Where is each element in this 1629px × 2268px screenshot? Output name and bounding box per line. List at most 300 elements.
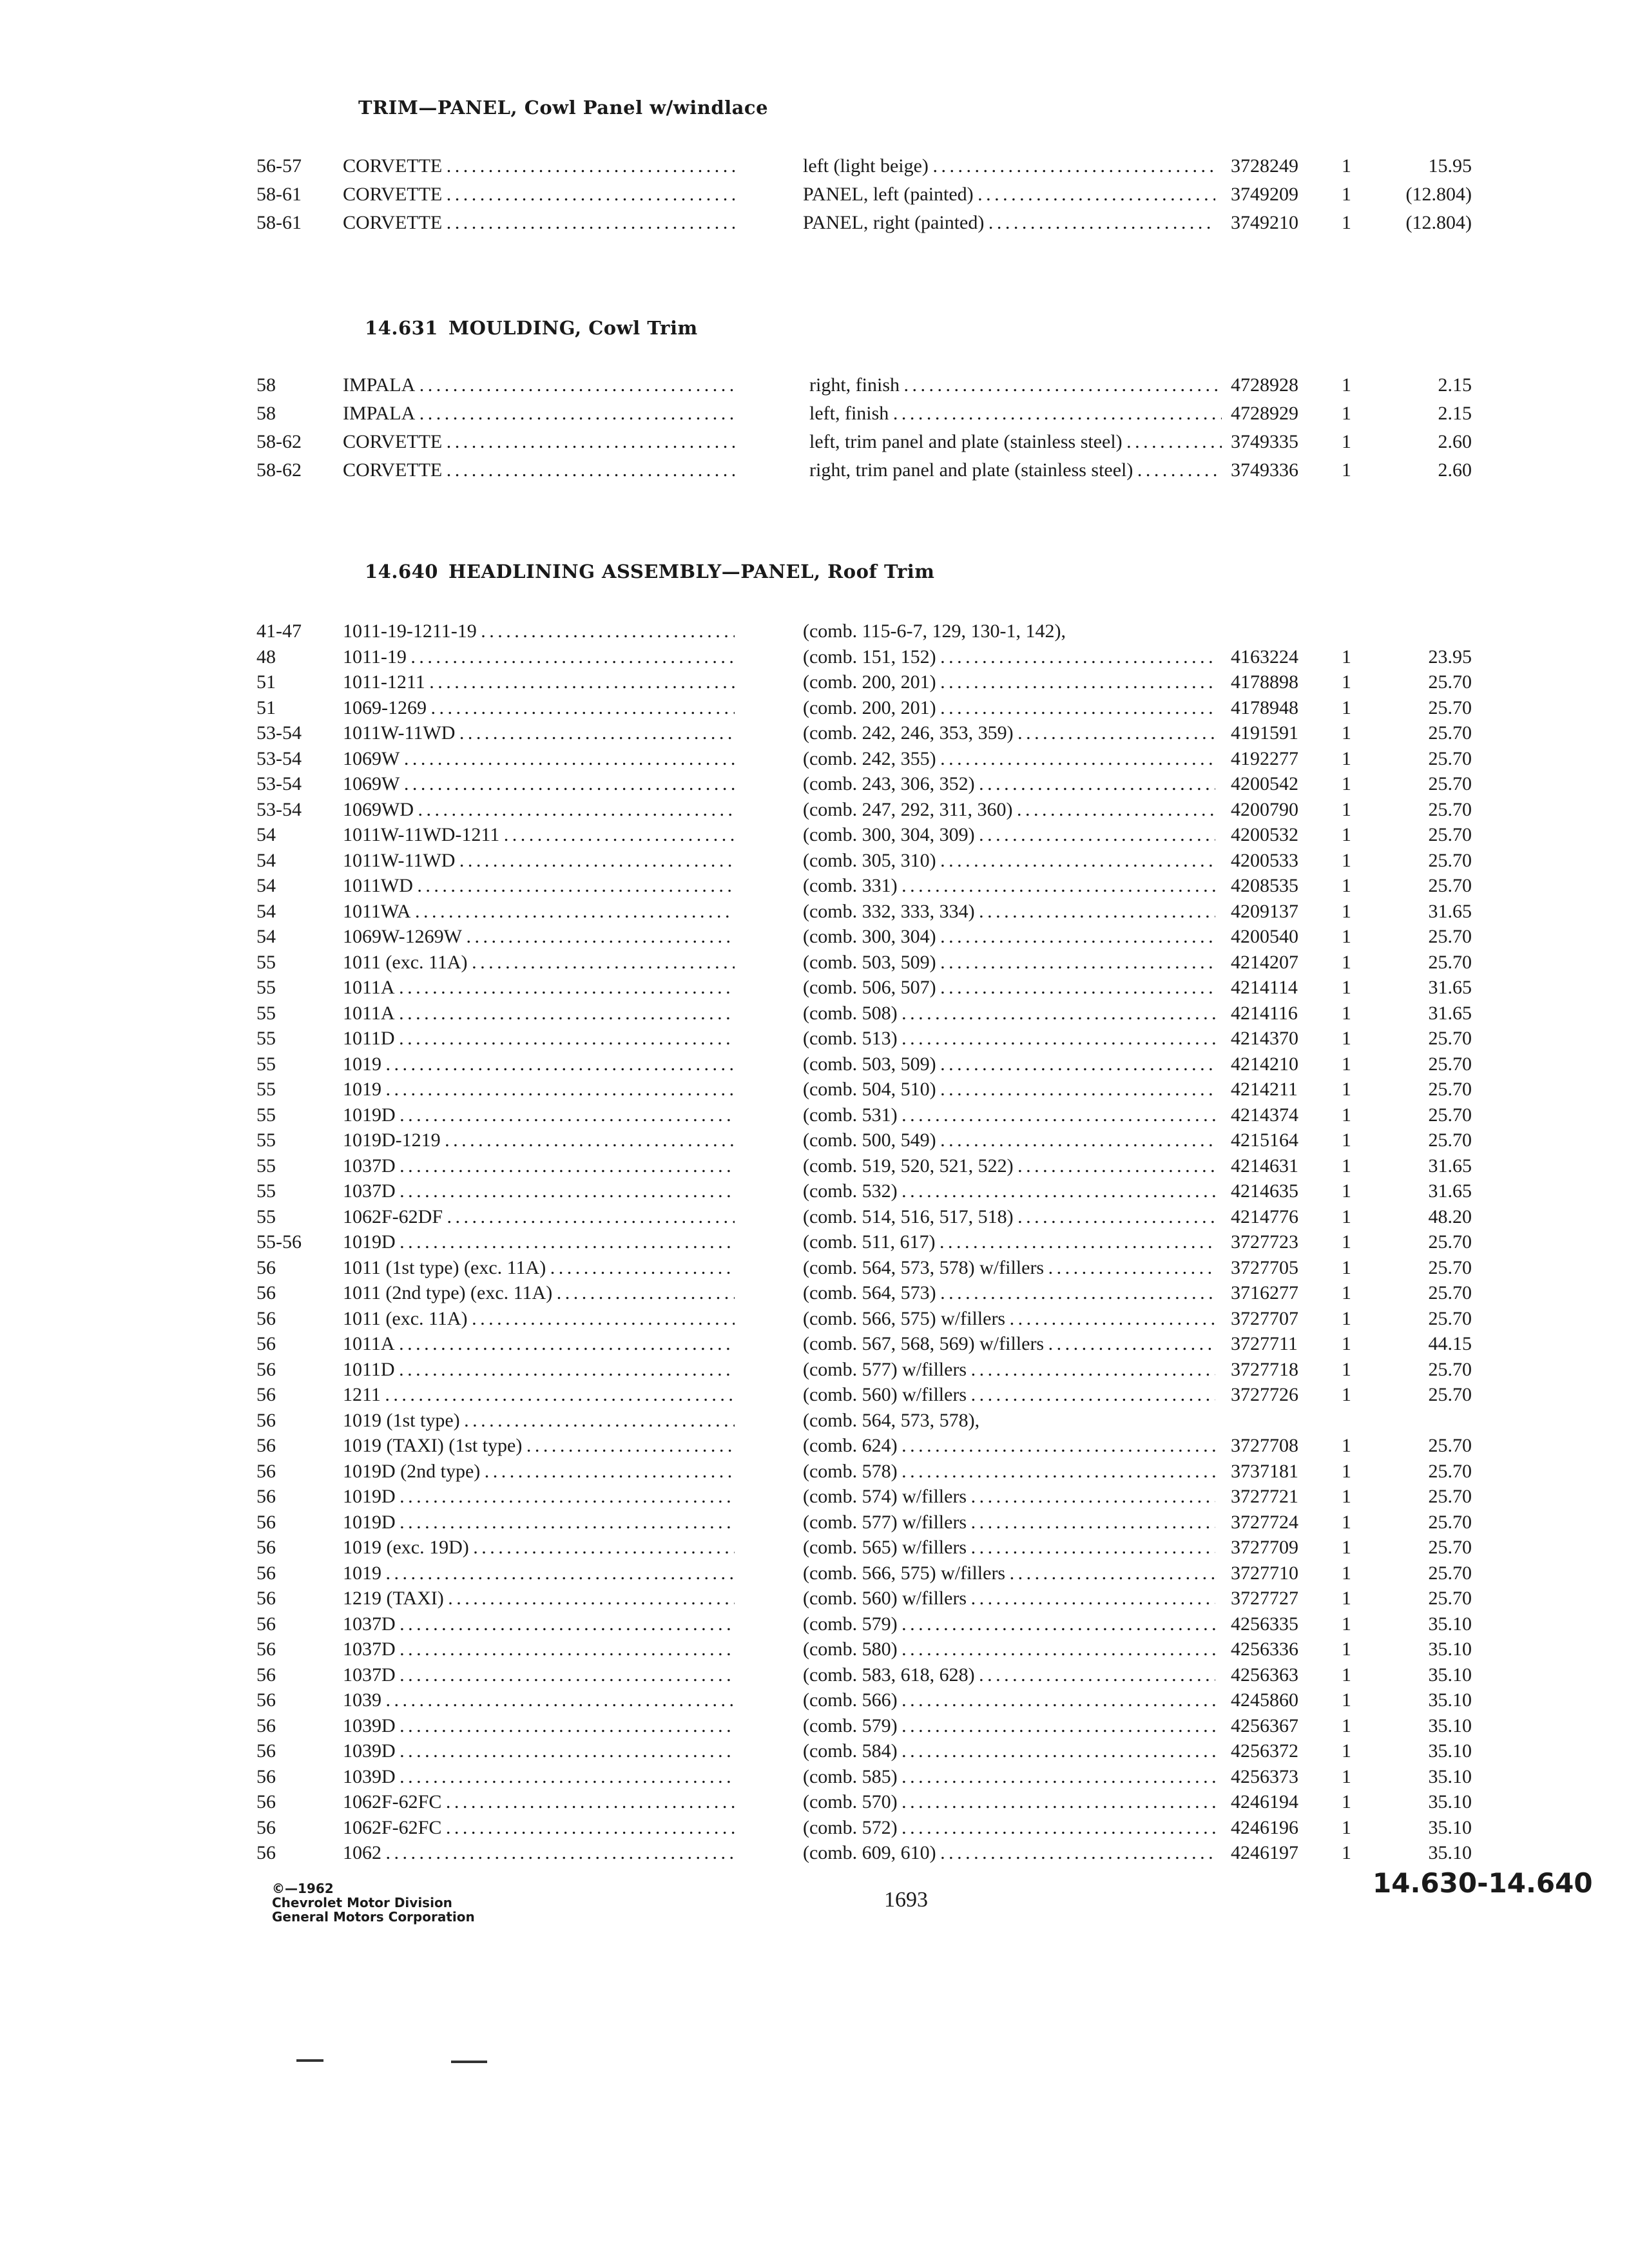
model-cell: 1211 . . .: [343, 1382, 735, 1408]
model-cell: CORVETTE . . .: [343, 429, 735, 455]
division-line: Chevrolet Motor Division: [272, 1895, 452, 1910]
quantity-cell: 1: [1342, 1358, 1351, 1380]
quantity-cell: 1: [1342, 403, 1351, 424]
price-cell: 25.70: [1428, 1231, 1472, 1253]
model-cell: 1011-1211 . . .: [343, 669, 735, 695]
model-cell: 1062 . . .: [343, 1840, 735, 1866]
price-cell: 25.70: [1428, 1256, 1472, 1278]
description-cell: (comb. 572) . . .: [803, 1815, 1215, 1841]
model-cell: 1039D . . .: [343, 1764, 735, 1790]
part-number-cell: 4214114: [1231, 977, 1298, 998]
description-cell: (comb. 566, 575) w/fillers . . .: [803, 1306, 1215, 1332]
table-row: [0, 1280, 1629, 1306]
quantity-cell: 1: [1342, 1028, 1351, 1049]
table-row: [0, 619, 1629, 644]
model-cell: 1011W-11WD . . .: [343, 848, 735, 874]
table-row: [0, 899, 1629, 925]
quantity-cell: 1: [1342, 747, 1351, 769]
year-cell: 56: [256, 1562, 276, 1584]
table-row: [0, 1357, 1629, 1383]
price-cell: 25.70: [1428, 1358, 1472, 1380]
description-cell: (comb. 577) w/fillers . . .: [803, 1357, 1215, 1383]
page-number: 1693: [884, 1888, 928, 1912]
table-row: [0, 1306, 1629, 1332]
quantity-cell: 1: [1342, 1511, 1351, 1533]
model-cell: 1069WD . . .: [343, 797, 735, 823]
price-cell: 25.70: [1428, 1460, 1472, 1482]
year-cell: 55: [256, 1079, 276, 1100]
model-cell: 1011 (2nd type) (exc. 11A) . . .: [343, 1280, 735, 1306]
part-number-cell: 4214207: [1231, 951, 1298, 973]
model-cell: 1062F-62DF . . .: [343, 1204, 735, 1230]
quantity-cell: 1: [1342, 1486, 1351, 1507]
part-number-cell: 4246196: [1231, 1816, 1298, 1838]
price-cell: 31.65: [1428, 1002, 1472, 1024]
model-cell: 1037D . . .: [343, 1611, 735, 1637]
model-cell: 1019 . . .: [343, 1077, 735, 1102]
table-row: [0, 1459, 1629, 1485]
quantity-cell: 1: [1342, 1079, 1351, 1100]
year-cell: 56: [256, 1409, 276, 1431]
model-cell: 1037D . . .: [343, 1662, 735, 1688]
description-cell: (comb. 504, 510) . . .: [803, 1077, 1215, 1102]
part-number-cell: 4163224: [1231, 646, 1298, 668]
model-cell: 1011WD . . .: [343, 873, 735, 899]
part-number-cell: 3727727: [1231, 1588, 1298, 1609]
part-number-cell: 3727709: [1231, 1537, 1298, 1558]
description-cell: (comb. 200, 201) . . .: [803, 695, 1215, 721]
table-row: [0, 1510, 1629, 1535]
part-number-cell: 4192277: [1231, 747, 1298, 769]
part-number-cell: 4178948: [1231, 697, 1298, 718]
price-cell: 25.70: [1428, 1588, 1472, 1609]
description-cell: (comb. 579) . . .: [803, 1713, 1215, 1739]
quantity-cell: 1: [1342, 697, 1351, 718]
section-title-moulding: [365, 317, 698, 339]
quantity-cell: 1: [1342, 1384, 1351, 1405]
part-number-cell: 4214116: [1231, 1002, 1298, 1024]
description-cell: (comb. 578) . . .: [803, 1459, 1215, 1485]
section-title-text: HEADLINING ASSEMBLY—PANEL, Roof Trim: [448, 561, 935, 582]
part-number-cell: 3716277: [1231, 1282, 1298, 1303]
price-cell: 35.10: [1428, 1664, 1472, 1686]
description-cell: (comb. 151, 152) . . .: [803, 644, 1215, 670]
part-number-cell: 3749210: [1231, 212, 1298, 233]
quantity-cell: 1: [1342, 1435, 1351, 1456]
price-cell: 25.70: [1428, 1053, 1472, 1075]
table-row: [0, 873, 1629, 899]
year-cell: 58: [256, 374, 276, 396]
table-row: [0, 1102, 1629, 1128]
model-cell: 1011-19-1211-19 . . .: [343, 619, 735, 644]
part-number-cell: 3727723: [1231, 1231, 1298, 1253]
price-cell: 25.70: [1428, 1511, 1472, 1533]
model-cell: 1011A . . .: [343, 975, 735, 1001]
part-number-cell: 3727707: [1231, 1307, 1298, 1329]
model-cell: CORVETTE . . .: [343, 210, 735, 236]
year-cell: 56-57: [256, 155, 302, 177]
table-row: [0, 1738, 1629, 1764]
part-number-cell: 4256335: [1231, 1613, 1298, 1635]
model-cell: 1037D . . .: [343, 1178, 735, 1204]
part-number-cell: 4245860: [1231, 1689, 1298, 1711]
description-cell: (comb. 243, 306, 352) . . .: [803, 771, 1215, 797]
quantity-cell: 1: [1342, 1842, 1351, 1863]
year-cell: 56: [256, 1256, 276, 1278]
table-row: [0, 1662, 1629, 1688]
price-cell: 15.95: [1428, 155, 1472, 177]
description-cell: (comb. 300, 304) . . .: [803, 924, 1215, 950]
year-cell: 58-62: [256, 459, 302, 481]
year-cell: 54: [256, 849, 276, 871]
description-cell: (comb. 577) w/fillers . . .: [803, 1510, 1215, 1535]
table-row: [0, 1637, 1629, 1662]
description-cell: (comb. 503, 509) . . .: [803, 1052, 1215, 1077]
price-cell: 25.70: [1428, 1307, 1472, 1329]
table-row: [0, 153, 1629, 179]
table-row: [0, 1331, 1629, 1357]
year-cell: 58-61: [256, 212, 302, 233]
part-number-cell: 3727708: [1231, 1435, 1298, 1456]
quantity-cell: 1: [1342, 824, 1351, 845]
part-number-cell: 3727710: [1231, 1562, 1298, 1584]
description-cell: (comb. 580) . . .: [803, 1637, 1215, 1662]
table-row: [0, 1408, 1629, 1434]
table-row: [0, 1611, 1629, 1637]
part-number-cell: 4208535: [1231, 875, 1298, 896]
section-range: 14.630-14.640: [1373, 1867, 1593, 1899]
price-cell: 35.10: [1428, 1816, 1472, 1838]
quantity-cell: 1: [1342, 926, 1351, 947]
model-cell: 1069W . . .: [343, 771, 735, 797]
quantity-cell: 1: [1342, 1104, 1351, 1126]
description-cell: (comb. 579) . . .: [803, 1611, 1215, 1637]
table-row: [0, 720, 1629, 746]
quantity-cell: 1: [1342, 1689, 1351, 1711]
quantity-cell: 1: [1342, 431, 1351, 452]
price-cell: 31.65: [1428, 977, 1472, 998]
part-number-cell: 4214374: [1231, 1104, 1298, 1126]
quantity-cell: 1: [1342, 1639, 1351, 1660]
price-cell: 35.10: [1428, 1715, 1472, 1736]
year-cell: 55: [256, 951, 276, 973]
table-row: [0, 1382, 1629, 1408]
description-cell: left, finish . . .: [809, 401, 1222, 427]
year-cell: 56: [256, 1715, 276, 1736]
year-cell: 53-54: [256, 722, 302, 744]
model-cell: 1011D . . .: [343, 1026, 735, 1052]
year-cell: 56: [256, 1664, 276, 1686]
table-row: [0, 1484, 1629, 1510]
description-cell: (comb. 567, 568, 569) w/fillers . . .: [803, 1331, 1215, 1357]
part-number-cell: 4214211: [1231, 1079, 1298, 1100]
year-cell: 54: [256, 926, 276, 947]
quantity-cell: 1: [1342, 212, 1351, 233]
year-cell: 56: [256, 1282, 276, 1303]
year-cell: 51: [256, 697, 276, 718]
table-row: [0, 1815, 1629, 1841]
quantity-cell: 1: [1342, 1053, 1351, 1075]
table-row: [0, 771, 1629, 797]
description-cell: (comb. 200, 201) . . .: [803, 669, 1215, 695]
part-number-cell: 3728249: [1231, 155, 1298, 177]
part-number-cell: 4200533: [1231, 849, 1298, 871]
year-cell: 56: [256, 1333, 276, 1354]
table-row: [0, 1535, 1629, 1561]
price-cell: 25.70: [1428, 1486, 1472, 1507]
price-cell: 31.65: [1428, 1180, 1472, 1202]
model-cell: 1019D (2nd type) . . .: [343, 1459, 735, 1485]
description-cell: (comb. 514, 516, 517, 518) . . .: [803, 1204, 1215, 1230]
model-cell: 1011W-11WD-1211 . . .: [343, 822, 735, 848]
part-number-cell: 4728928: [1231, 374, 1298, 396]
quantity-cell: 1: [1342, 875, 1351, 896]
model-cell: 1019 . . .: [343, 1561, 735, 1586]
price-cell: 2.60: [1438, 431, 1472, 452]
year-cell: 55: [256, 1155, 276, 1177]
table-row: [0, 1764, 1629, 1790]
quantity-cell: 1: [1342, 849, 1351, 871]
part-number-cell: 3749336: [1231, 459, 1298, 481]
price-cell: 25.70: [1428, 951, 1472, 973]
price-cell: 23.95: [1428, 646, 1472, 668]
year-cell: 55: [256, 977, 276, 998]
price-cell: 35.10: [1428, 1639, 1472, 1660]
model-cell: 1011W-11WD . . .: [343, 720, 735, 746]
price-cell: 25.70: [1428, 1104, 1472, 1126]
model-cell: IMPALA . . .: [343, 372, 735, 398]
part-number-cell: 3737181: [1231, 1460, 1298, 1482]
year-cell: 54: [256, 900, 276, 922]
model-cell: 1219 (TAXI) . . .: [343, 1586, 735, 1611]
year-cell: 56: [256, 1537, 276, 1558]
price-cell: 31.65: [1428, 1155, 1472, 1177]
model-cell: 1019D . . .: [343, 1102, 735, 1128]
model-cell: CORVETTE . . .: [343, 182, 735, 207]
year-cell: 56: [256, 1816, 276, 1838]
description-cell: (comb. 300, 304, 309) . . .: [803, 822, 1215, 848]
table-row: [0, 1561, 1629, 1586]
description-cell: (comb. 506, 507) . . .: [803, 975, 1215, 1001]
description-cell: (comb. 503, 509) . . .: [803, 950, 1215, 975]
part-number-cell: 4214776: [1231, 1206, 1298, 1227]
description-cell: (comb. 532) . . .: [803, 1178, 1215, 1204]
model-cell: 1019 . . .: [343, 1052, 735, 1077]
table-row: [0, 1178, 1629, 1204]
quantity-cell: 1: [1342, 1562, 1351, 1584]
copyright-line: ©—1962: [272, 1881, 334, 1896]
table-row: [0, 822, 1629, 848]
part-number-cell: 4200540: [1231, 926, 1298, 947]
year-cell: 56: [256, 1307, 276, 1329]
year-cell: 56: [256, 1511, 276, 1533]
part-number-cell: 4214635: [1231, 1180, 1298, 1202]
part-number-cell: 4256372: [1231, 1740, 1298, 1762]
model-cell: 1069W-1269W . . .: [343, 924, 735, 950]
year-cell: 56: [256, 1740, 276, 1762]
part-number-cell: 4215164: [1231, 1129, 1298, 1151]
year-cell: 41-47: [256, 620, 302, 642]
description-cell: (comb. 609, 610) . . .: [803, 1840, 1215, 1866]
model-cell: 1011D . . .: [343, 1357, 735, 1383]
section-title-trim-panel: [358, 97, 768, 119]
year-cell: 56: [256, 1689, 276, 1711]
description-cell: left, trim panel and plate (stainless steel) . . .: [809, 429, 1222, 455]
year-cell: 58: [256, 403, 276, 424]
model-cell: 1019 (1st type) . . .: [343, 1408, 735, 1434]
description-cell: (comb. 585) . . .: [803, 1764, 1215, 1790]
part-number-cell: 4256336: [1231, 1639, 1298, 1660]
year-cell: 55: [256, 1180, 276, 1202]
quantity-cell: 1: [1342, 1715, 1351, 1736]
part-number-cell: 3749335: [1231, 431, 1298, 452]
description-cell: (comb. 519, 520, 521, 522) . . .: [803, 1153, 1215, 1179]
description-cell: (comb. 242, 355) . . .: [803, 746, 1215, 772]
price-cell: 25.70: [1428, 1129, 1472, 1151]
table-row: [0, 1433, 1629, 1459]
model-cell: 1062F-62FC . . .: [343, 1815, 735, 1841]
year-cell: 53-54: [256, 747, 302, 769]
year-cell: 53-54: [256, 798, 302, 820]
model-cell: 1039 . . .: [343, 1687, 735, 1713]
price-cell: 25.70: [1428, 697, 1472, 718]
price-cell: 25.70: [1428, 1384, 1472, 1405]
table-row: [0, 695, 1629, 721]
price-cell: (12.804): [1405, 212, 1472, 233]
model-cell: 1011 (1st type) (exc. 11A) . . .: [343, 1255, 735, 1281]
model-cell: 1062F-62FC . . .: [343, 1789, 735, 1815]
quantity-cell: 1: [1342, 1155, 1351, 1177]
part-number-cell: 4191591: [1231, 722, 1298, 744]
price-cell: 35.10: [1428, 1689, 1472, 1711]
price-cell: 25.70: [1428, 722, 1472, 744]
table-row: [0, 1255, 1629, 1281]
table-row: [0, 210, 1629, 236]
quantity-cell: 1: [1342, 155, 1351, 177]
table-row: [0, 1713, 1629, 1739]
year-cell: 55: [256, 1028, 276, 1049]
description-cell: (comb. 508) . . .: [803, 1001, 1215, 1026]
table-row: [0, 1840, 1629, 1866]
quantity-cell: 1: [1342, 1231, 1351, 1253]
quantity-cell: 1: [1342, 977, 1351, 998]
quantity-cell: 1: [1342, 1613, 1351, 1635]
table-row: [0, 669, 1629, 695]
price-cell: 35.10: [1428, 1765, 1472, 1787]
table-row: [0, 924, 1629, 950]
year-cell: 54: [256, 824, 276, 845]
price-cell: 25.70: [1428, 1435, 1472, 1456]
price-cell: 31.65: [1428, 900, 1472, 922]
table-row: [0, 372, 1629, 398]
model-cell: 1011 (exc. 11A) . . .: [343, 1306, 735, 1332]
model-cell: 1011 (exc. 11A) . . .: [343, 950, 735, 975]
table-row: [0, 1789, 1629, 1815]
section-title-headlining: [365, 561, 934, 582]
description-cell: (comb. 500, 549) . . .: [803, 1128, 1215, 1153]
price-cell: 25.70: [1428, 798, 1472, 820]
table-row: [0, 1229, 1629, 1255]
price-cell: 25.70: [1428, 1562, 1472, 1584]
part-number-cell: 3727705: [1231, 1256, 1298, 1278]
year-cell: 53-54: [256, 773, 302, 794]
quantity-cell: 1: [1342, 459, 1351, 481]
table-row: [0, 848, 1629, 874]
price-cell: 35.10: [1428, 1791, 1472, 1812]
price-cell: 2.15: [1438, 374, 1472, 396]
model-cell: 1037D . . .: [343, 1153, 735, 1179]
model-cell: CORVETTE . . .: [343, 457, 735, 483]
quantity-cell: 1: [1342, 773, 1351, 794]
part-number-cell: 4178898: [1231, 671, 1298, 693]
model-cell: 1039D . . .: [343, 1738, 735, 1764]
part-number-cell: 4256367: [1231, 1715, 1298, 1736]
price-cell: (12.804): [1405, 184, 1472, 205]
quantity-cell: 1: [1342, 1588, 1351, 1609]
model-cell: 1037D . . .: [343, 1637, 735, 1662]
quantity-cell: 1: [1342, 1129, 1351, 1151]
table-row: [0, 429, 1629, 455]
model-cell: 1011A . . .: [343, 1331, 735, 1357]
description-cell: (comb. 564, 573) . . .: [803, 1280, 1215, 1306]
price-cell: 44.15: [1428, 1333, 1472, 1354]
description-cell: (comb. 566) . . .: [803, 1687, 1215, 1713]
description-cell: (comb. 566, 575) w/fillers . . .: [803, 1561, 1215, 1586]
year-cell: 48: [256, 646, 276, 668]
part-number-cell: 4214210: [1231, 1053, 1298, 1075]
description-cell: (comb. 583, 618, 628) . . .: [803, 1662, 1215, 1688]
quantity-cell: 1: [1342, 1180, 1351, 1202]
part-number-cell: 3727711: [1231, 1333, 1298, 1354]
price-cell: 2.60: [1438, 459, 1472, 481]
model-cell: 1039D . . .: [343, 1713, 735, 1739]
quantity-cell: 1: [1342, 671, 1351, 693]
quantity-cell: 1: [1342, 1206, 1351, 1227]
publisher-credit: [272, 1881, 475, 1924]
year-cell: 54: [256, 875, 276, 896]
description-cell: (comb. 584) . . .: [803, 1738, 1215, 1764]
part-number-cell: 4214631: [1231, 1155, 1298, 1177]
quantity-cell: 1: [1342, 1282, 1351, 1303]
year-cell: 58-61: [256, 184, 302, 205]
part-number-cell: 3749209: [1231, 184, 1298, 205]
part-number-cell: 4728929: [1231, 403, 1298, 424]
quantity-cell: 1: [1342, 1002, 1351, 1024]
price-cell: 2.15: [1438, 403, 1472, 424]
part-number-cell: 4200790: [1231, 798, 1298, 820]
section-title-text: MOULDING, Cowl Trim: [448, 317, 698, 339]
model-cell: 1011A . . .: [343, 1001, 735, 1026]
description-cell: PANEL, right (painted) . . .: [803, 210, 1215, 236]
part-number-cell: 4200532: [1231, 824, 1298, 845]
part-number-cell: 4256373: [1231, 1765, 1298, 1787]
model-cell: IMPALA . . .: [343, 401, 735, 427]
description-cell: (comb. 560) w/fillers . . .: [803, 1382, 1215, 1408]
price-cell: 25.70: [1428, 1028, 1472, 1049]
quantity-cell: 1: [1342, 1307, 1351, 1329]
description-cell: (comb. 331) . . .: [803, 873, 1215, 899]
year-cell: 55: [256, 1104, 276, 1126]
year-cell: 56: [256, 1765, 276, 1787]
scan-mark: [451, 2061, 487, 2063]
quantity-cell: 1: [1342, 184, 1351, 205]
quantity-cell: 1: [1342, 1765, 1351, 1787]
model-cell: 1019D-1219 . . .: [343, 1128, 735, 1153]
description-cell: (comb. 564, 573, 578) w/fillers . . .: [803, 1255, 1215, 1281]
description-cell: (comb. 242, 246, 353, 359) . . .: [803, 720, 1215, 746]
table-row: [0, 1153, 1629, 1179]
quantity-cell: 1: [1342, 1537, 1351, 1558]
